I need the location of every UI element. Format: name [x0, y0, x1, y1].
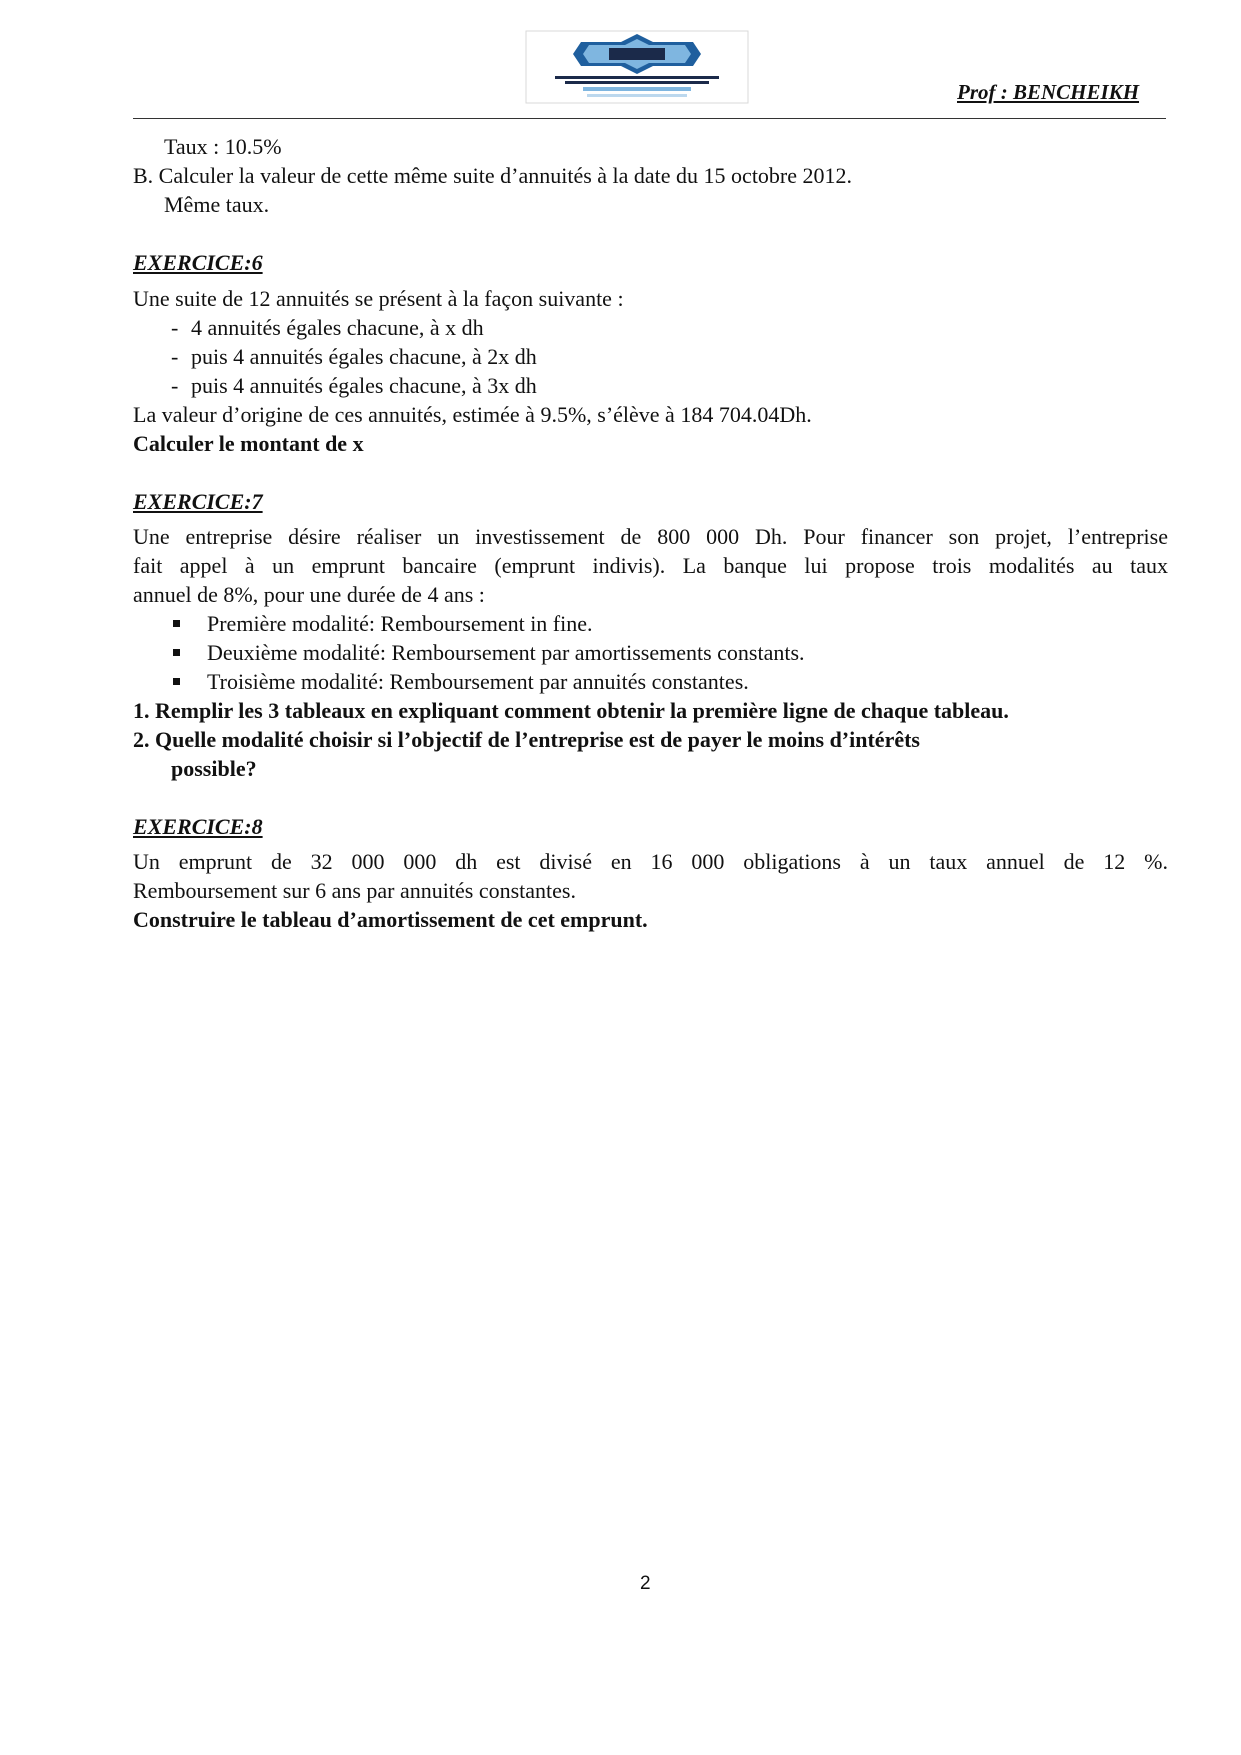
header-rule	[133, 118, 1166, 119]
list-item: Troisième modalité: Remboursement par annuités constantes.	[133, 667, 1168, 696]
page-number: 2	[640, 1573, 651, 1594]
author-label: Prof : BENCHEIKH	[957, 80, 1140, 104]
list-item: Deuxième modalité: Remboursement par amortissements constants.	[133, 638, 1168, 667]
list-item: - puis 4 annuités égales chacune, à 3x dh	[171, 373, 537, 398]
ex8-para-line1: Un emprunt de 32 000 000 dh est divisé en 16 000 obligations à un taux annuel de 12 %.	[133, 849, 1168, 874]
ex7-question-1: 1. Remplir les 3 tableaux en expliquant comment obtenir la première ligne de chaque tableau.	[133, 698, 1009, 723]
bullet-icon	[173, 649, 180, 656]
ex6-heading: EXERCICE:6	[133, 250, 263, 275]
list-item: - puis 4 annuités égales chacune, à 2x dh	[171, 344, 537, 369]
bullet-icon	[173, 620, 180, 627]
ex6-value-line: La valeur d’origine de ces annuités, estimée à 9.5%, s’élève à 184 704.04Dh.	[133, 402, 812, 427]
list-item: - 4 annuités égales chacune, à x dh	[171, 315, 484, 340]
document-body	[133, 132, 1168, 934]
ensa-logo	[525, 30, 749, 104]
ex7-para-line2: fait appel à un emprunt bancaire (emprunt indivis). La banque lui propose trois modalités au taux	[133, 553, 1168, 578]
bullet-icon	[173, 678, 180, 685]
ex6-intro: Une suite de 12 annuités se présent à la façon suivante :	[133, 286, 624, 311]
part-b-line: B. Calculer la valeur de cette même suite d’annuités à la date du 15 octobre 2012.	[133, 163, 853, 188]
meme-taux-line: Même taux.	[164, 192, 270, 217]
ex7-para-line3: annuel de 8%, pour une durée de 4 ans :	[133, 582, 485, 607]
list-item: Première modalité: Remboursement in fine.	[133, 609, 1168, 638]
ex7-heading: EXERCICE:7	[133, 489, 263, 514]
ex7-question-2: 2. Quelle modalité choisir si l’objectif de l’entreprise est de payer le moins d’intérêts	[133, 727, 920, 752]
ex8-heading: EXERCICE:8	[133, 814, 263, 839]
ex6-question: Calculer le montant de x	[133, 431, 364, 456]
ex8-para-line2: Remboursement sur 6 ans par annuités constantes.	[133, 878, 576, 903]
ex7-para-line1: Une entreprise désire réaliser un investissement de 800 000 Dh. Pour financer son projet, l’entreprise	[133, 524, 1168, 549]
taux-line: Taux : 10.5%	[164, 134, 282, 159]
ex7-question-2-cont: possible?	[171, 756, 257, 781]
ex8-question: Construire le tableau d’amortissement de cet emprunt.	[133, 907, 648, 932]
